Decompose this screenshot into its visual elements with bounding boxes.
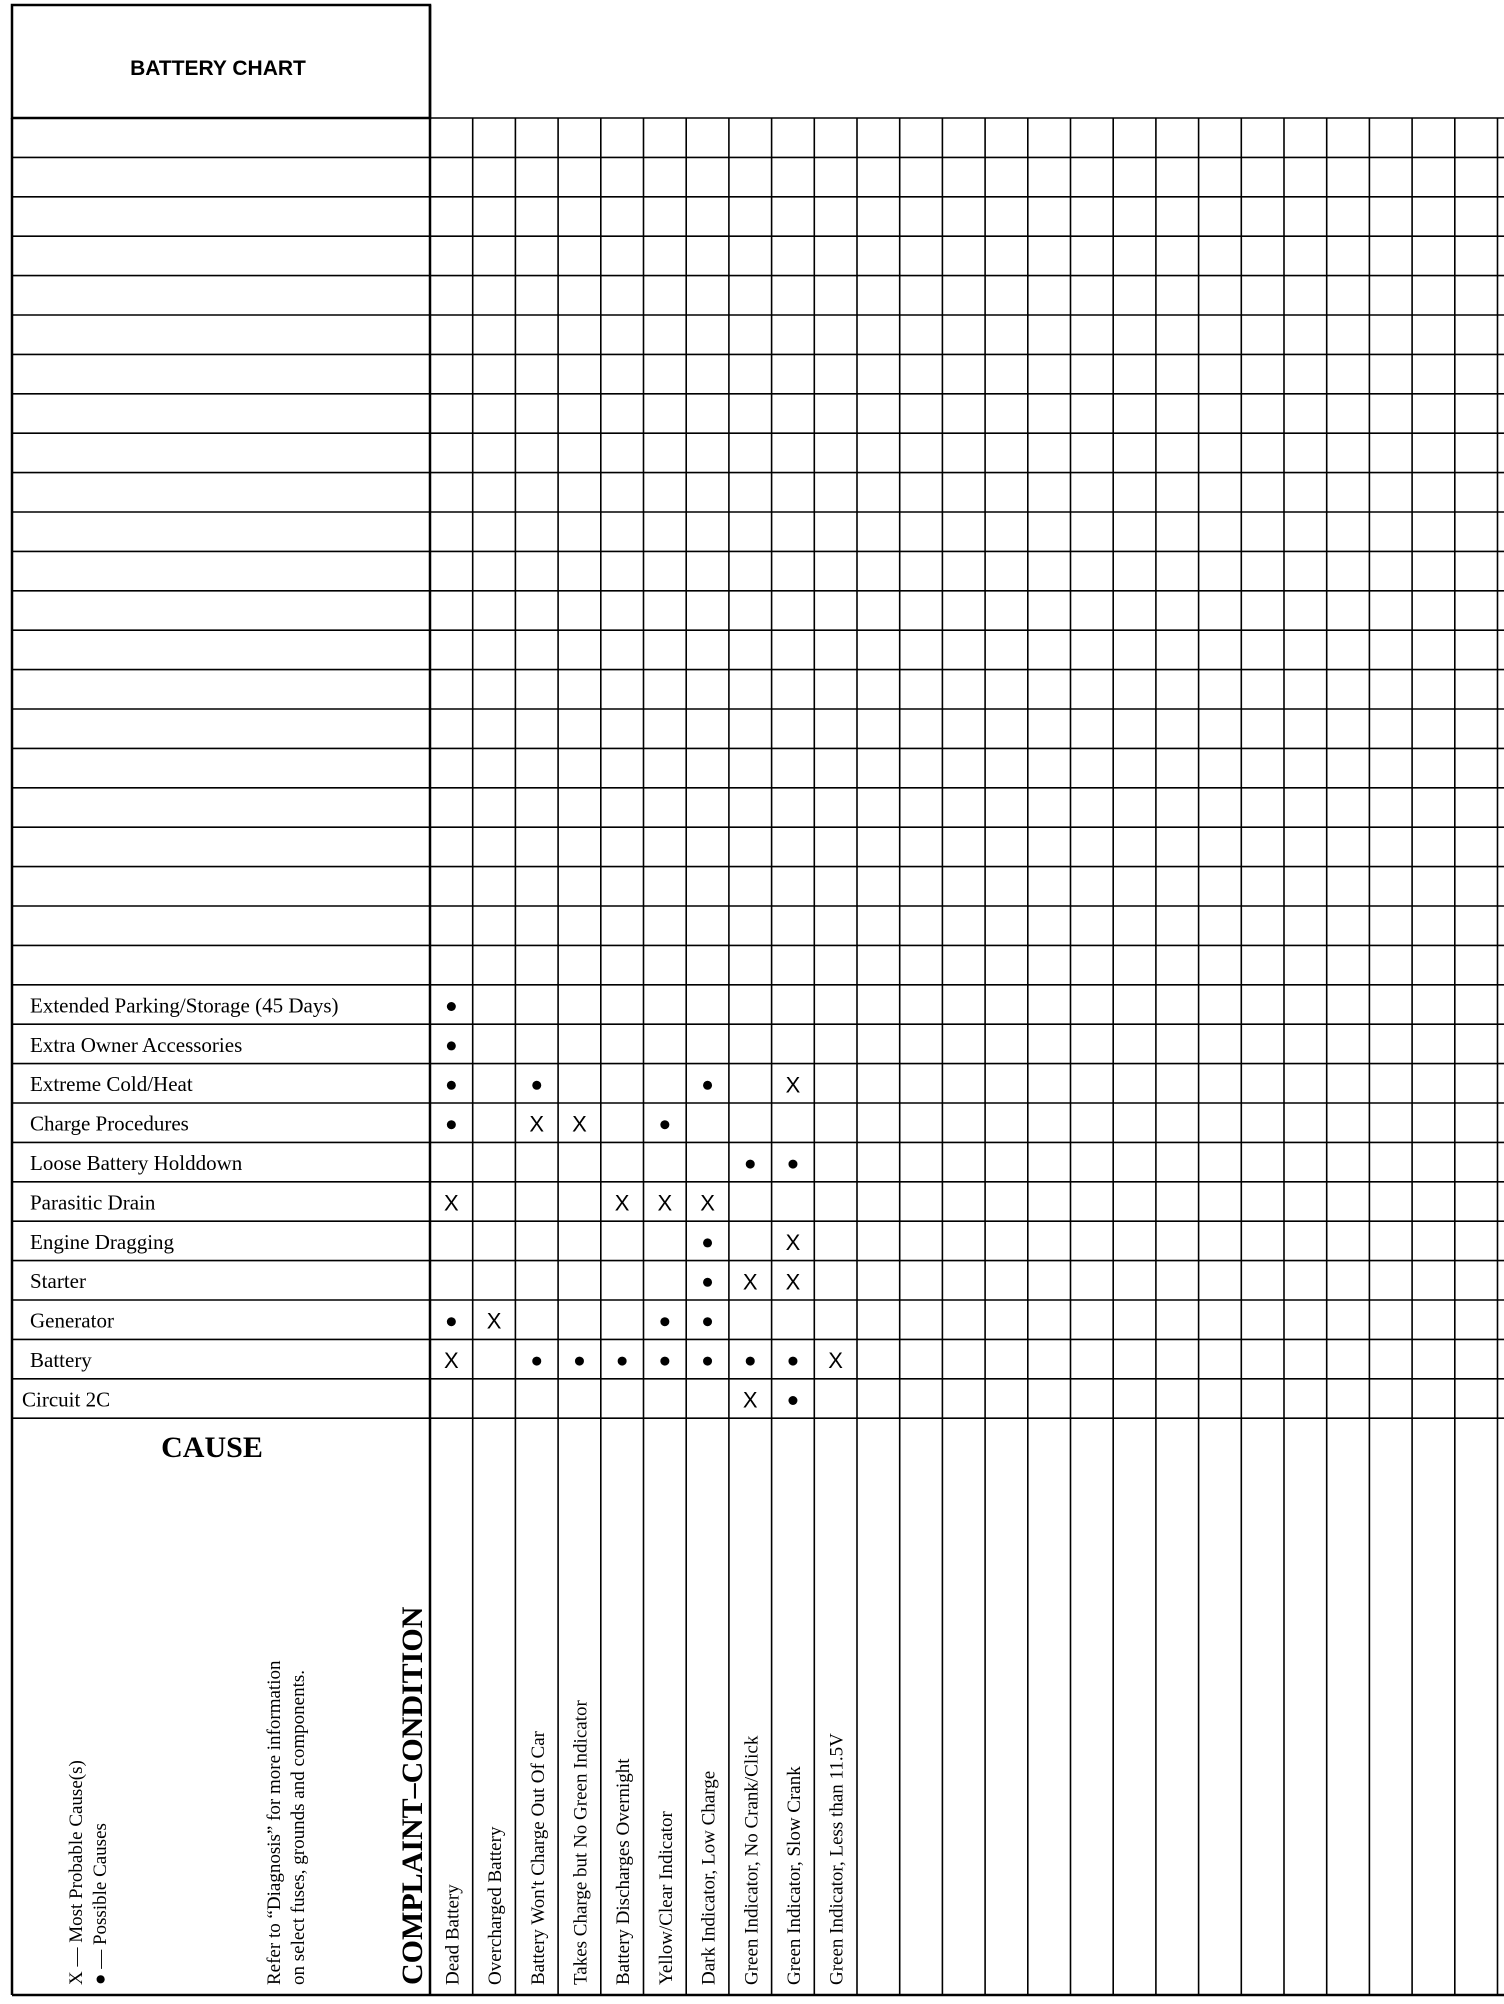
possible-cause-dot (746, 1357, 755, 1366)
most-probable-cause-mark: X (657, 1190, 673, 1216)
diagnosis-note-line-2: on select fuses, grounds and components. (288, 1669, 309, 1985)
cause-label: Starter (30, 1269, 86, 1294)
cause-label: Battery (30, 1347, 92, 1372)
possible-cause-dot (746, 1160, 755, 1169)
possible-cause-dot (788, 1357, 797, 1366)
most-probable-cause-mark: X (486, 1308, 502, 1334)
most-probable-cause-mark: X (785, 1072, 801, 1098)
cause-label: Charge Procedures (30, 1111, 189, 1136)
possible-cause-dot (703, 1081, 712, 1090)
complaint-label: Battery Discharges Overnight (613, 1758, 635, 1985)
possible-cause-dot (660, 1317, 669, 1326)
most-probable-cause-mark: X (572, 1111, 587, 1137)
possible-cause-dot (788, 1160, 797, 1169)
most-probable-cause-mark: X (742, 1269, 758, 1295)
possible-cause-dot (532, 1081, 541, 1090)
complaint-label: Green Indicator, Slow Crank (783, 1766, 805, 1985)
most-probable-cause-mark: X (700, 1190, 715, 1216)
possible-cause-dot (703, 1317, 712, 1326)
possible-cause-dot (703, 1357, 712, 1366)
possible-cause-dot (447, 1120, 456, 1129)
complaint-label: Overcharged Battery (485, 1826, 507, 1985)
complaint-condition-heading: COMPLAINT–CONDITION (396, 1606, 429, 1985)
cause-label: Extended Parking/Storage (45 Days) (30, 993, 339, 1018)
possible-cause-dot (618, 1357, 627, 1366)
possible-cause-dot (447, 1002, 456, 1011)
most-probable-cause-mark: X (742, 1387, 758, 1413)
possible-cause-dot (575, 1357, 584, 1366)
cause-label: Generator (30, 1308, 114, 1333)
most-probable-cause-mark: X (785, 1269, 801, 1295)
complaint-label: Green Indicator, No Crank/Click (741, 1735, 763, 1985)
possible-cause-dot (447, 1081, 456, 1090)
most-probable-cause-mark: X (529, 1111, 545, 1137)
complaint-label: Takes Charge but No Green Indicator (570, 1700, 592, 1985)
legend-most-probable: X — Most Probable Cause(s) (66, 1760, 87, 1985)
cause-label: Extreme Cold/Heat (30, 1072, 193, 1097)
cause-label: Engine Dragging (30, 1229, 175, 1254)
possible-cause-dot (447, 1041, 456, 1050)
possible-cause-dot (703, 1278, 712, 1287)
complaint-label: Green Indicator, Less than 11.5V (826, 1733, 848, 1985)
cause-label: Extra Owner Accessories (30, 1032, 243, 1057)
legend-possible: ● — Possible Causes (90, 1823, 111, 1985)
most-probable-cause-mark: X (614, 1190, 630, 1216)
possible-cause-dot (660, 1120, 669, 1129)
possible-cause-dot (532, 1357, 541, 1366)
diagnosis-note-line-1: Refer to “Diagnosis” for more information (264, 1660, 285, 1985)
most-probable-cause-mark: X (828, 1348, 843, 1374)
possible-cause-dot (788, 1396, 797, 1405)
cause-label: Circuit 2C (22, 1387, 111, 1412)
most-probable-cause-mark: X (785, 1229, 801, 1255)
complaint-label: Dark Indicator, Low Charge (698, 1770, 720, 1985)
chart-title: BATTERY CHART (130, 57, 306, 80)
possible-cause-dot (447, 1317, 456, 1326)
possible-cause-dot (703, 1238, 712, 1247)
complaint-label: Dead Battery (442, 1884, 464, 1985)
most-probable-cause-mark: X (444, 1348, 459, 1374)
complaint-label: Yellow/Clear Indicator (655, 1811, 677, 1985)
cause-label: Loose Battery Holddown (30, 1150, 243, 1175)
complaint-label: Battery Won't Charge Out Of Car (527, 1731, 549, 1985)
cause-label: Parasitic Drain (30, 1190, 156, 1215)
cause-heading: CAUSE (161, 1431, 263, 1464)
possible-cause-dot (660, 1357, 669, 1366)
most-probable-cause-mark: X (444, 1190, 459, 1216)
